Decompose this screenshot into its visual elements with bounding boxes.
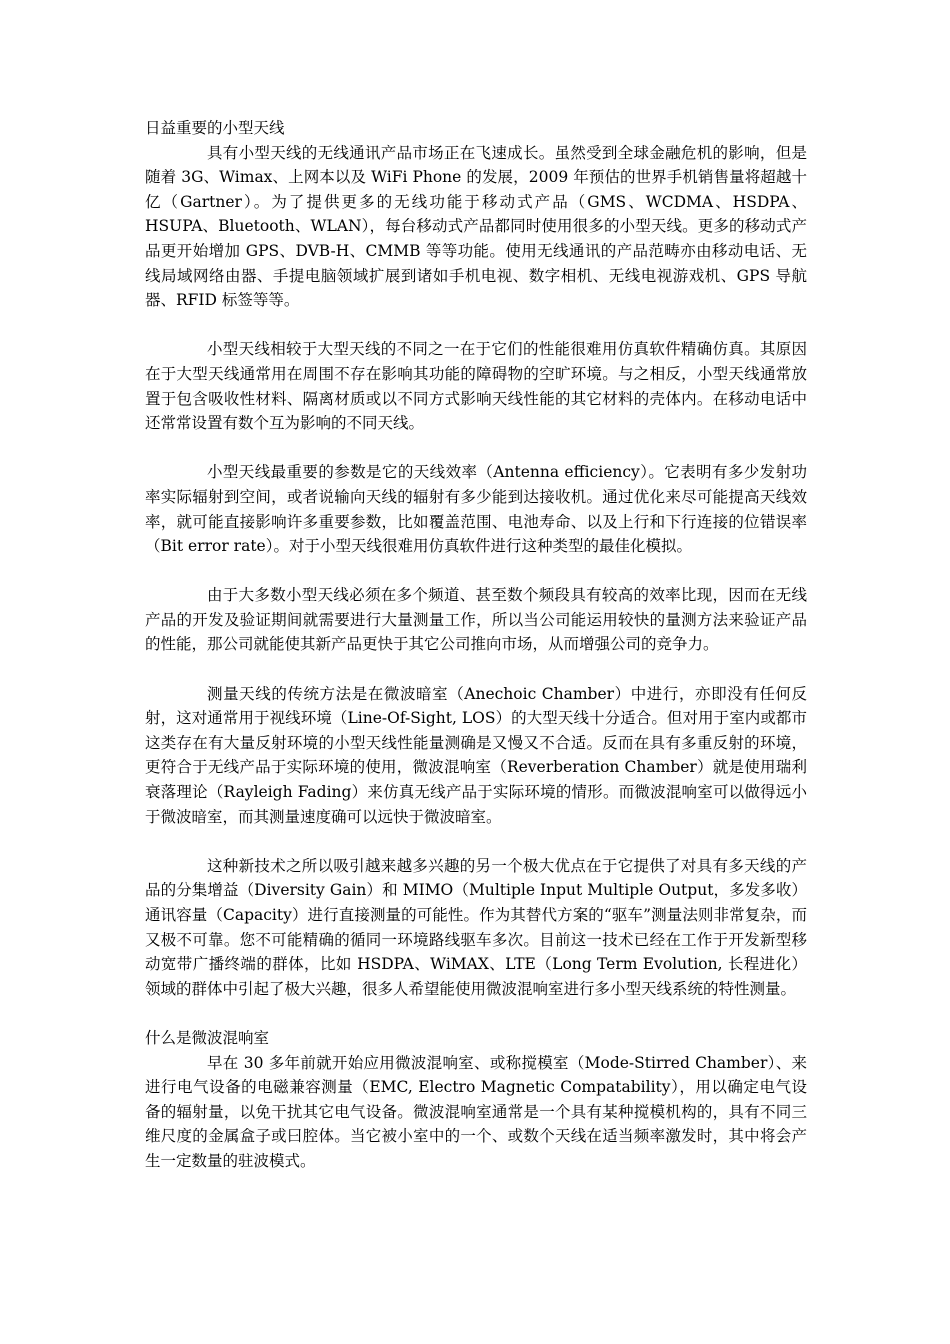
paragraph: 具有小型天线的无线通讯产品市场正在飞速成长。虽然受到全球金融危机的影响，但是随着 3G、Wimax、上网本以及 WiFi Phone 的发展，2009 年预估的世界手机销售量将超越十亿（Gartner）。为了提供更多的无线功能于移动式产品（GMS、WCDMA、HSDPA、HSUPA、Bluetooth、WLAN），每台移动式产品都同时使用很多的小型天线。更多的移动式产品更开始增加 GPS、DVB-H、CMMB 等等功能。使用无线通讯的产品范畴亦由移动电话、无线局域网络由器、手提电脑领域扩展到诸如手机电视、数字相机、无线电视游戏机、GPS 导航器、RFID 标签等等。	[145, 143, 807, 310]
paragraph: 小型天线最重要的参数是它的天线效率（Antenna efficiency）。它表明有多少发射功率实际辐射到空间，或者说输向天线的辐射有多少能到达接收机。通过优化来尽可能提高天线效率，就可能直接影响许多重要参数，比如覆盖范围、电池寿命、以及上行和下行连接的位错误率（Bit error rate）。对于小型天线很难用仿真软件进行这种类型的最佳化模拟。	[145, 463, 807, 556]
paragraph: 测量天线的传统方法是在微波暗室（Anechoic Chamber）中进行，亦即没有任何反射，这对通常用于视线环境（Line-Of-Sight, LOS）的大型天线十分适合。但对用于室内或都市这类存在有大量反射环境的小型天线性能量测确是又慢又不合适。反而在具有多重反射的环境，更符合于无线产品于实际环境的使用，微波混响室（Reverberation Chamber）就是使用瑞利衰落理论（Rayleigh Fading）来仿真无线产品于实际环境的情形。而微波混响室可以做得远小于微波暗室，而其测量速度确可以远快于微波暗室。	[145, 684, 807, 826]
paragraph-gap	[145, 1001, 807, 1026]
paragraph-gap	[145, 559, 807, 584]
paragraph: 小型天线相较于大型天线的不同之一在于它们的性能很难用仿真软件精确仿真。其原因在于大型天线通常用在周围不存在影响其功能的障碍物的空旷环境。与之相反，小型天线通常放置于包含吸收性材料、隔离材质或以不同方式影响天线性能的其它材料的壳体内。在移动电话中还常常设置有数个互为影响的不同天线。	[145, 340, 807, 433]
paragraph-gap	[145, 657, 807, 682]
paragraph-gap	[145, 313, 807, 338]
section-heading-small-antennas: 日益重要的小型天线	[145, 119, 285, 137]
document-page	[145, 116, 807, 1174]
paragraph: 早在 30 多年前就开始应用微波混响室、或称搅模室（Mode-Stirred Chamber）、来进行电气设备的电磁兼容测量（EMC, Electro Magnetic Compatability），用以确定电气设备的辐射量，以免干扰其它电气设备。微波混响室通常是一个具有某种搅模机构的，具有不同三维尺度的金属盒子或曰腔体。当它被小室中的一个、或数个天线在适当频率激发时，其中将会产生一定数量的驻波模式。	[145, 1053, 807, 1170]
section-heading-reverberation-chamber: 什么是微波混响室	[145, 1028, 270, 1047]
paragraph-gap	[145, 829, 807, 854]
paragraph: 由于大多数小型天线必须在多个频道、甚至数个频段具有较高的效率比现，因而在无线产品的开发及验证期间就需要进行大量测量工作，所以当公司能运用较快的量测方法来验证产品的性能，那公司就能使其新产品更快于其它公司推向市场，从而增强公司的竞争力。	[145, 586, 807, 654]
paragraph: 这种新技术之所以吸引越来越多兴趣的另一个极大优点在于它提供了对具有多天线的产品的分集增益（Diversity Gain）和 MIMO（Multiple Input Multiple Output，多发多收）通讯容量（Capacity）进行直接测量的可能性。作为其替代方案的“驱车”测量法则非常复杂，而又极不可靠。您不可能精确的循同一环境路线驱车多次。目前这一技术已经在工作于开发新型移动宽带广播终端的群体，比如 HSDPA、WiMAX、LTE（Long Term Evolution, 长程进化）领域的群体中引起了极大兴趣，很多人希望能使用微波混响室进行多小型天线系统的特性测量。	[145, 856, 807, 998]
paragraph-gap	[145, 436, 807, 461]
